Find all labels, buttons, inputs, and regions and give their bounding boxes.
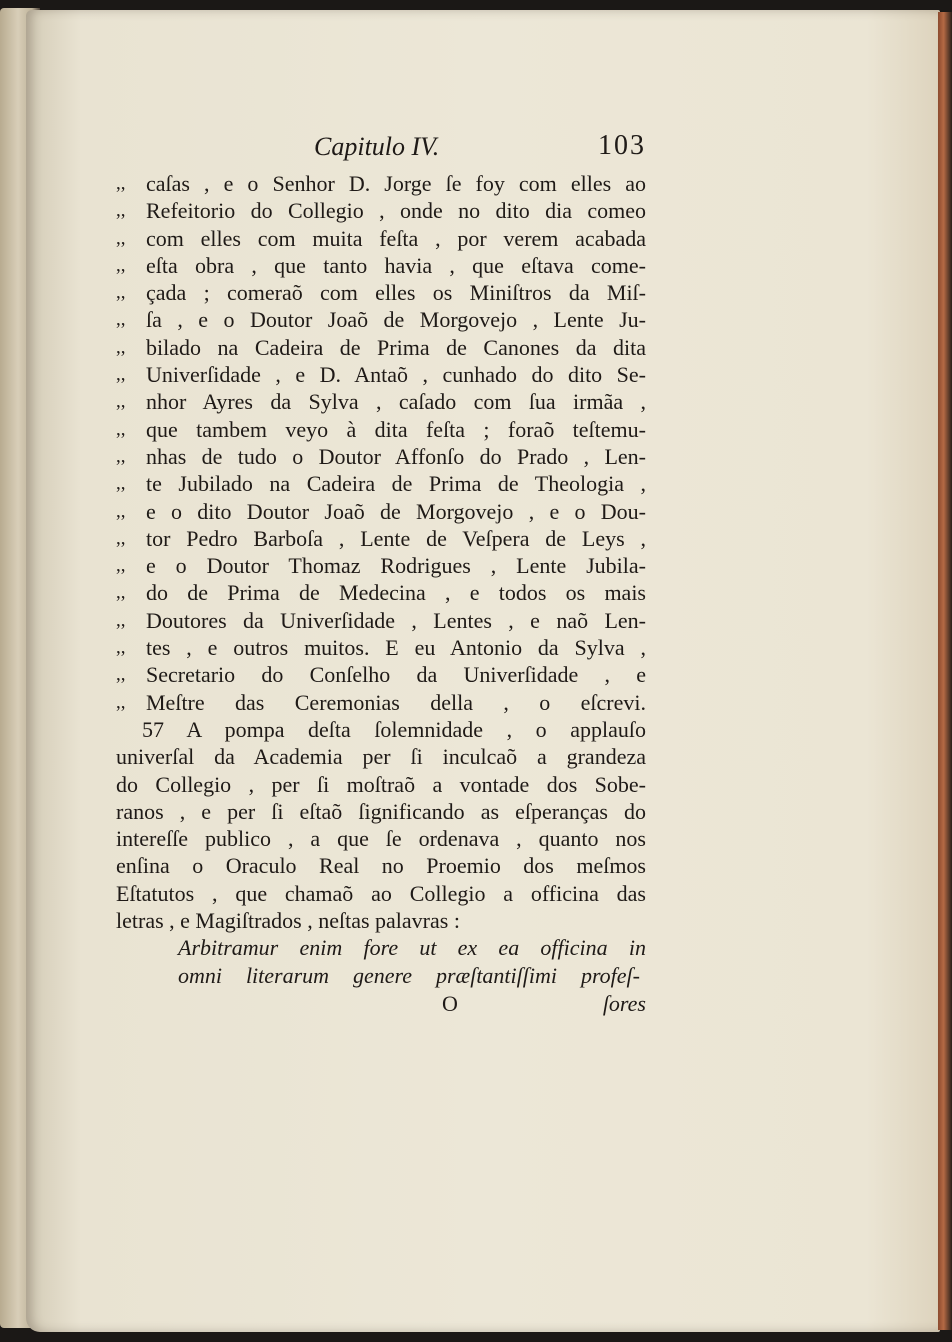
quoted-line	[86, 416, 646, 443]
paragraph-line	[86, 771, 646, 798]
line-text: do de Prima de Medecina , e todos os mais	[146, 580, 646, 606]
quoted-line	[86, 443, 646, 470]
line-text: Secretario do Conſelho da Univerſidade , e	[146, 662, 646, 688]
page-footer	[86, 989, 646, 1019]
line-text: Univerſidade , e D. Antaõ , cunhado do dito Se-	[146, 362, 646, 388]
line-text: Arbitramur enim fore ut ex ea officina in	[178, 935, 646, 961]
quoted-line	[86, 197, 646, 224]
quote-mark: ,,	[116, 582, 126, 604]
line-text: ranos , e per ſi eſtaõ ſignificando as eſperanças do	[116, 798, 646, 824]
line-text: enſina o Oraculo Real no Proemio dos meſmos	[116, 853, 646, 879]
quote-mark: ,,	[116, 691, 126, 713]
quoted-line	[86, 661, 646, 688]
line-text: çada ; comeraõ com elles os Miniſtros da Miſ-	[146, 280, 646, 306]
quoted-line	[86, 470, 646, 497]
line-text: nhas de tudo o Doutor Affonſo do Prado , Len-	[146, 443, 646, 469]
line-text: e o dito Doutor Joaõ de Morgovejo , e o Dou-	[146, 498, 646, 524]
quote-mark: ,,	[116, 473, 126, 495]
quote-mark: ,,	[116, 527, 126, 549]
quote-mark: ,,	[116, 418, 126, 440]
latin-line	[86, 934, 646, 961]
line-text: que tambem veyo à dita feſta ; foraõ teſtemu-	[146, 416, 646, 442]
quoted-line	[86, 170, 646, 197]
quoted-line	[86, 279, 646, 306]
quote-mark: ,,	[116, 609, 126, 631]
quoted-line	[86, 388, 646, 415]
quote-mark: ,,	[116, 664, 126, 686]
page-fore-edge	[938, 12, 952, 1330]
line-text: ſa , e o Doutor Joaõ de Morgovejo , Lente Ju-	[146, 307, 646, 333]
quoted-line	[86, 225, 646, 252]
line-text: caſas , e o Senhor D. Jorge ſe foy com elles ao	[146, 171, 646, 196]
paragraph-57	[86, 716, 646, 934]
line-text: letras , e Magiſtrados , neſtas palavras :	[116, 908, 460, 934]
line-text: omni literarum genere præſtantiſſimi profeſ-	[178, 962, 640, 988]
quoted-line	[86, 334, 646, 361]
quoted-line	[86, 498, 646, 525]
line-text: nhor Ayres da Sylva , caſado com ſua irmãa ,	[146, 389, 646, 415]
quote-mark: ,,	[116, 500, 126, 522]
line-text: Eſtatutos , que chamaõ ao Collegio a officina das	[116, 880, 646, 906]
line-text: tor Pedro Barboſa , Lente de Veſpera de Leys ,	[146, 525, 646, 551]
quoted-line	[86, 552, 646, 579]
quote-mark: ,,	[116, 173, 126, 194]
line-text: te Jubilado na Cadeira de Prima de Theologia ,	[146, 471, 646, 497]
quoted-block	[86, 170, 646, 716]
quoted-line	[86, 579, 646, 606]
line-text: univerſal da Academia per ſi inculcaõ a grandeza	[116, 744, 646, 770]
quote-mark: ,,	[116, 445, 126, 467]
quote-mark: ,,	[116, 282, 126, 304]
line-text: Meſtre das Ceremonias della , o eſcrevi.	[146, 689, 646, 715]
line-text: 57 A pompa deſta ſolemnidade , o applauſo	[142, 716, 646, 742]
quoted-line	[86, 634, 646, 661]
line-text: intereſſe publico , a que ſe ordenava , quanto nos	[116, 826, 646, 852]
paragraph-line	[86, 852, 646, 879]
quote-mark: ,,	[116, 200, 126, 222]
line-text: Refeitorio do Collegio , onde no dito dia comeo	[146, 198, 646, 224]
line-text: eſta obra , que tanto havia , que eſtava come-	[146, 252, 646, 278]
paragraph-line	[86, 907, 646, 934]
line-text: com elles com muita feſta , por verem acabada	[146, 225, 646, 251]
quoted-line	[86, 689, 646, 716]
quote-mark: ,,	[116, 637, 126, 659]
paragraph-line	[86, 825, 646, 852]
paragraph-line	[86, 716, 646, 743]
latin-quotation	[86, 934, 646, 989]
line-text: Doutores da Univerſidade , Lentes , e naõ Len-	[146, 607, 646, 633]
catchword: ſores	[602, 990, 646, 1016]
quote-mark: ,,	[116, 309, 126, 331]
paragraph-line	[86, 743, 646, 770]
quoted-line	[86, 607, 646, 634]
paragraph-line	[86, 798, 646, 825]
paragraph-line	[86, 880, 646, 907]
quoted-line	[86, 361, 646, 388]
line-text: e o Doutor Thomaz Rodrigues , Lente Jubila-	[146, 553, 646, 579]
page-number: 103	[598, 130, 646, 161]
page-text	[86, 130, 646, 1019]
signature-mark: O	[442, 990, 458, 1016]
quote-mark: ,,	[116, 227, 126, 249]
line-text: do Collegio , per ſi moſtraõ a vontade dos Sobe-	[116, 771, 646, 797]
quote-mark: ,,	[116, 364, 126, 386]
chapter-title: Capitulo IV.	[314, 132, 440, 161]
quote-mark: ,,	[116, 555, 126, 577]
quoted-line	[86, 525, 646, 552]
line-text: tes , e outros muitos. E eu Antonio da Sylva ,	[146, 635, 646, 661]
line-text: bilado na Cadeira de Prima de Canones da dita	[146, 334, 646, 360]
quote-mark: ,,	[116, 254, 126, 276]
quoted-line	[86, 306, 646, 333]
quoted-line	[86, 252, 646, 279]
quote-mark: ,,	[116, 336, 126, 358]
quote-mark: ,,	[116, 391, 126, 413]
latin-line	[86, 962, 646, 989]
running-header	[86, 130, 646, 170]
